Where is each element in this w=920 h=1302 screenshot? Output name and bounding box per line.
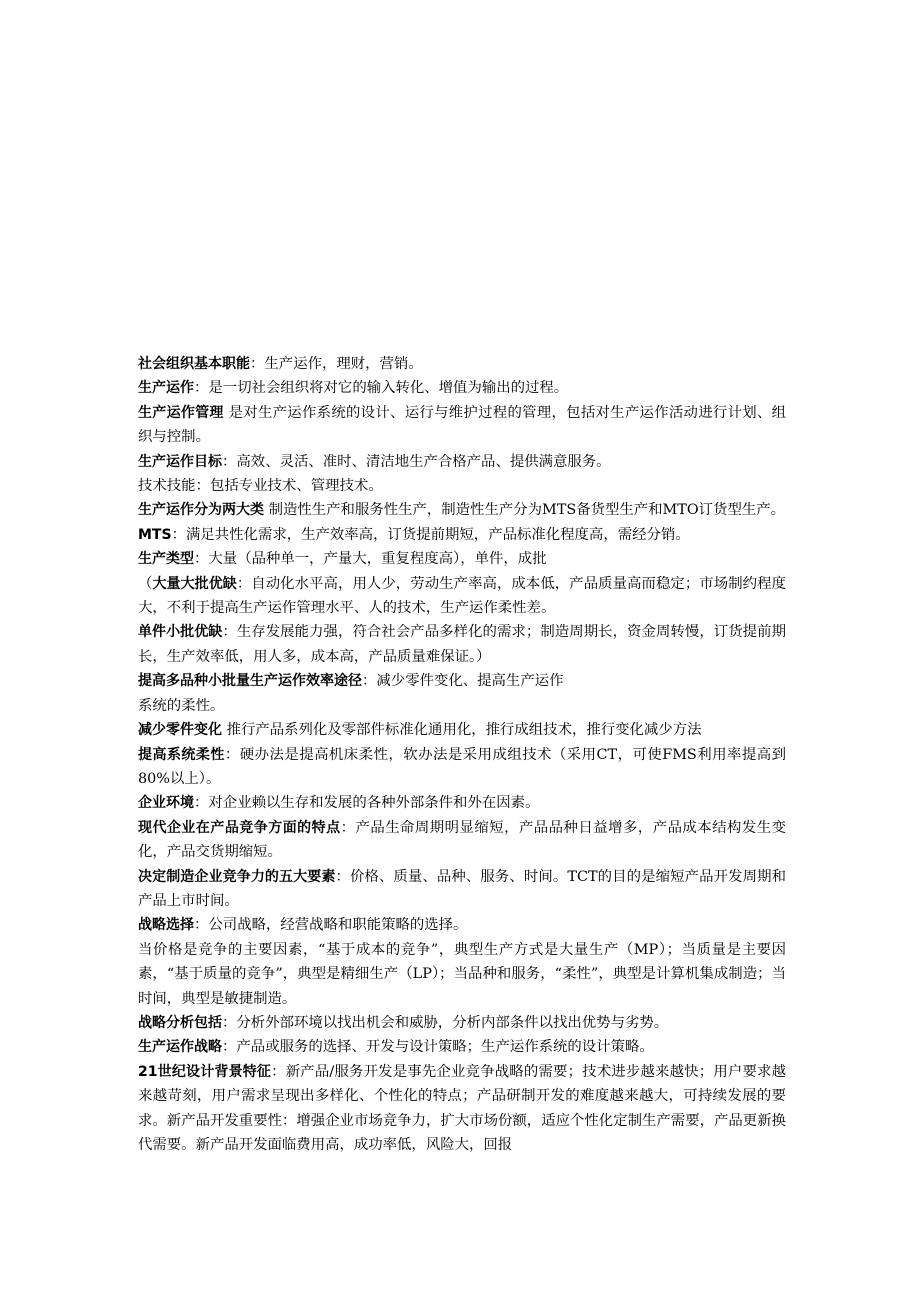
paragraph-text: 价格、质量、品种、服务、时间。TCT的目的是缩短产品开发周期和产品上市时间。: [138, 868, 786, 909]
term-label: 生产运作: [138, 380, 194, 397]
paragraph-text: 硬办法是提高机床柔性，软办法是采用成组技术（采用CT，可使FMS利用率提高到80%以上）。: [138, 746, 786, 787]
paragraph: [138, 450, 786, 474]
term-label: 生产运作分为两大类: [138, 502, 264, 519]
term-label: 提高多品种小批量生产运作效率途径: [138, 673, 362, 690]
term-label: 战略选择: [138, 917, 194, 934]
term-label: 21世纪设计背景特征: [138, 1063, 272, 1080]
term-separator: ：: [222, 1014, 237, 1031]
term-separator: ：: [224, 746, 240, 763]
term-label: 决定制造企业竞争力的五大要素: [138, 868, 336, 885]
term-separator: ：: [194, 795, 209, 812]
paragraph: [138, 376, 786, 400]
term-separator: ：: [194, 380, 209, 397]
paragraph-text: 分析外部环境以找出机会和威胁，分析内部条件以找出优势与劣势。: [236, 1014, 669, 1031]
paragraph: [138, 1035, 786, 1059]
term-separator: ：: [171, 526, 186, 543]
paragraph-prefix: （: [138, 575, 153, 592]
paragraph: [138, 865, 786, 914]
term-separator: ：: [222, 1039, 237, 1056]
paragraph: [138, 694, 786, 718]
paragraph: [138, 669, 786, 693]
paragraph-text: 自动化水平高，用人少，劳动生产率高，成本低，产品质量高而稳定；市场制约程度大，不利于提高生产运作管理水平、人的技术，生产运作柔性差。: [138, 575, 786, 617]
paragraph-text: 高效、灵活、准时、清洁地生产合格产品、提供满意服务。: [236, 453, 611, 470]
term-separator: ：: [250, 356, 265, 372]
term-label: 生产运作目标: [138, 453, 222, 470]
paragraph-text: 技术技能：包括专业技术、管理技术。: [138, 478, 383, 495]
term-separator: ：: [340, 819, 356, 836]
term-label: 生产运作管理: [138, 404, 224, 421]
paragraph-text: 对企业赖以生存和发展的各种外部条件和外在因素。: [208, 795, 540, 812]
paragraph: [138, 791, 786, 815]
term-separator: ：: [236, 575, 252, 592]
document-body: [138, 352, 786, 1157]
term-separator: ：: [194, 551, 209, 568]
paragraph: [138, 913, 786, 937]
term-label: 提高系统柔性: [138, 746, 225, 763]
paragraph-text: 生产运作，理财，营销。: [264, 356, 423, 372]
paragraph-text: 产品生命周期明显缩短，产品品种日益增多，产品成本结构发生变化，产品交货期缩短。: [138, 819, 786, 861]
paragraph-text: 当价格是竞争的主要因素，“基于成本的竞争”，典型生产方式是大量生产（MP）；当质量是主要因素，“基于质量的竞争”，典型是精细生产（LP）；当品种和服务，“柔性”，典型是计算机集成制造；当时间，典型是敏捷制造。: [138, 941, 786, 1007]
term-label: MTS: [138, 526, 172, 543]
paragraph: [138, 1060, 786, 1158]
paragraph-text: 系统的柔性。: [138, 697, 225, 714]
term-separator: ：: [222, 453, 237, 470]
paragraph-text: 是一切社会组织将对它的输入转化、增值为输出的过程。: [208, 380, 569, 397]
term-separator: ：: [335, 868, 350, 885]
paragraph-text: 公司战略，经营战略和职能策略的选择。: [208, 917, 468, 934]
term-separator: ：: [362, 673, 377, 690]
term-label: 减少零件变化: [138, 722, 222, 739]
term-separator: ：: [222, 624, 237, 641]
paragraph-text: 生存发展能力强，符合社会产品多样化的需求；制造周期长，资金周转慢，订货提前期长，生产效率低，用人多，成本高，产品质量难保证。）: [138, 624, 786, 665]
term-label: 生产类型: [138, 551, 194, 568]
paragraph-text: 推行产品系列化及零部件标准化通用化，推行成组技术，推行变化减少方法: [226, 722, 702, 739]
paragraph-text: 是对生产运作系统的设计、运行与维护过程的管理，包括对生产运作活动进行计划、组织与控制。: [138, 404, 787, 446]
term-label: 生产运作战略: [138, 1039, 222, 1056]
paragraph: [138, 523, 786, 547]
term-label: 战略分析包括: [138, 1014, 222, 1031]
paragraph: [138, 1011, 786, 1035]
paragraph-text: 大量（品种单一，产量大，重复程度高），单件，成批: [208, 551, 547, 568]
paragraph: [138, 547, 786, 571]
paragraph: [138, 498, 786, 522]
paragraph: [138, 718, 786, 742]
term-label: 社会组织基本职能: [138, 356, 250, 372]
paragraph: [138, 816, 786, 865]
term-separator: ：: [194, 917, 209, 934]
term-label: 单件小批优缺: [138, 624, 223, 641]
term-label: 企业环境: [138, 795, 194, 812]
paragraph-text: 新产品/服务开发是事先企业竞争战略的需要；技术进步越来越快；用户要求越来越苛刻，用户需求呈现出多样化、个性化的特点；产品研制开发的难度越来越大，可持续发展的要求。新产品开发重要性：增强企业市场竞争力，扩大市场份额，适应个性化定制生产需要，产品更新换代需要。新产品开发面临费用高，成功率低，风险大，回报: [138, 1063, 786, 1153]
paragraph: [138, 572, 786, 621]
paragraph: [138, 401, 786, 450]
paragraph-text: 制造性生产和服务性生产，制造性生产分为MTS备货型生产和MTO订货型生产。: [268, 502, 786, 519]
paragraph: [138, 620, 786, 669]
paragraph: [138, 938, 786, 1011]
paragraph-text: 减少零件变化、提高生产运作: [376, 673, 564, 690]
term-label: 现代企业在产品竞争方面的特点: [138, 819, 341, 836]
term-separator: ：: [271, 1063, 286, 1080]
paragraph: [138, 743, 786, 792]
paragraph: [138, 474, 786, 498]
paragraph-text: 产品或服务的选择、开发与设计策略；生产运作系统的设计策略。: [236, 1039, 654, 1056]
term-label: 大量大批优缺: [152, 575, 237, 592]
paragraph-text: 满足共性化需求，生产效率高，订货提前期短，产品标准化程度高，需经分销。: [185, 526, 690, 543]
paragraph: [138, 352, 786, 376]
